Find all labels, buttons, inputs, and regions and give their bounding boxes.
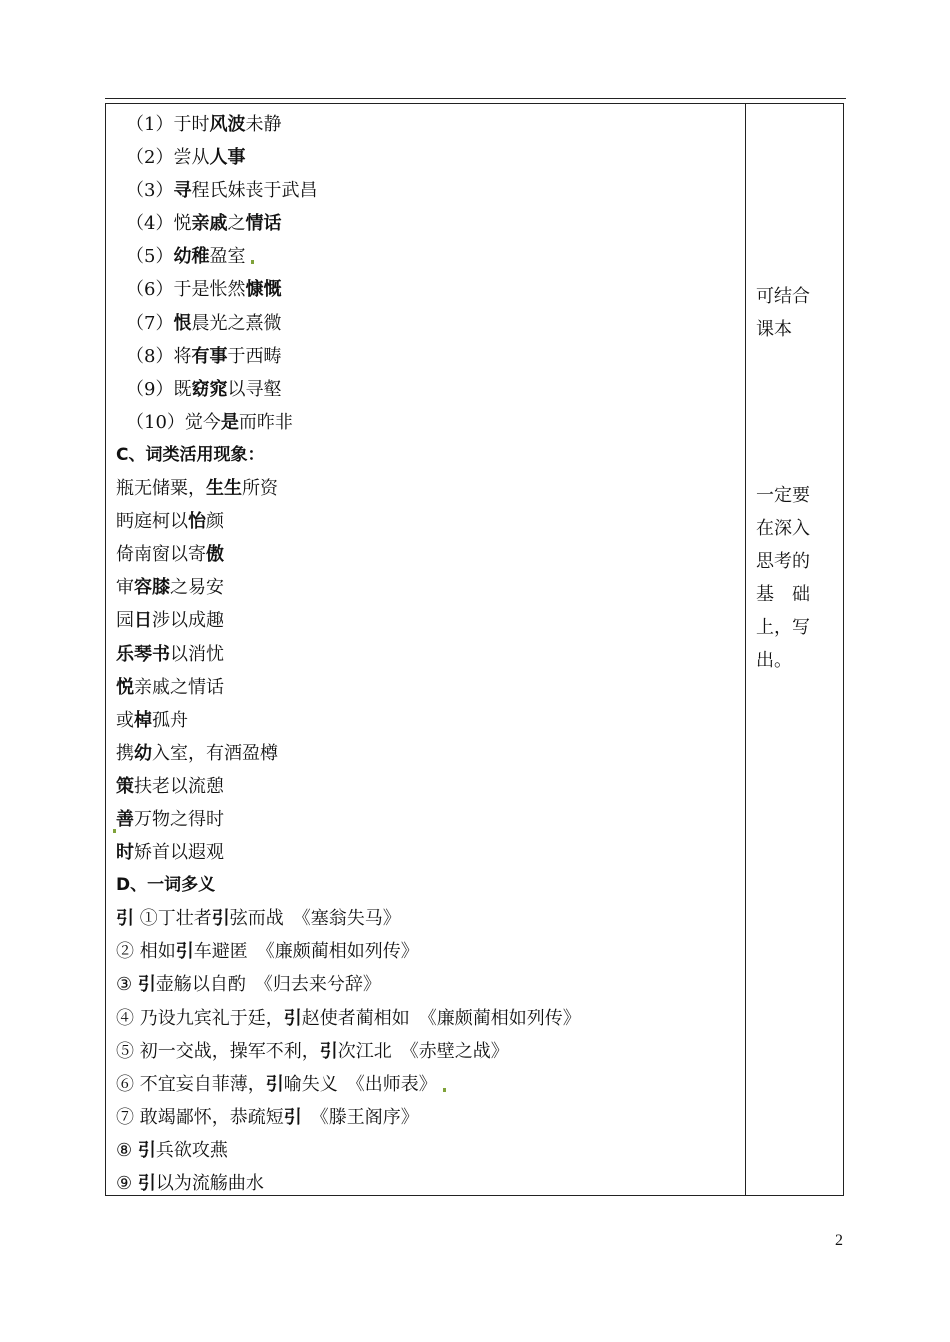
edit-mark <box>251 260 254 264</box>
text-segment: 涉以成趣 <box>152 610 224 632</box>
section-d-list <box>116 902 736 1200</box>
key-word: 引 <box>265 1073 284 1095</box>
section-c-item <box>116 737 736 770</box>
side-note-1-line: 可结合 <box>756 286 810 307</box>
key-word: 引 <box>211 908 230 930</box>
key-word: 引 <box>116 908 134 930</box>
section-c-item <box>116 704 736 737</box>
text-segment: 将 <box>173 345 192 367</box>
key-word: 怡 <box>188 511 206 533</box>
section-c-heading: C、词类活用现象： <box>116 444 265 465</box>
section-d-item <box>116 1035 736 1068</box>
side-note-2-line: 基 础 <box>756 584 810 605</box>
text-segment: 次江北 《赤壁之战》 <box>337 1040 509 1062</box>
text-segment: 未静 <box>245 114 282 135</box>
text-segment: 入室，有酒盈樽 <box>152 742 278 764</box>
section-c-item <box>116 604 736 637</box>
text-segment: ② 相如 <box>116 941 176 963</box>
key-word: 幼稚 <box>173 246 210 268</box>
key-word: 生生 <box>206 478 242 500</box>
text-segment: 亲戚之情话 <box>134 676 224 698</box>
text-segment: 弦而战 《塞翁失马》 <box>229 908 401 930</box>
text-segment: 于时 <box>173 114 210 135</box>
section-b-item <box>116 108 736 141</box>
section-b-item <box>116 406 736 439</box>
key-word: 傲 <box>206 544 224 566</box>
side-note-1 <box>756 280 836 346</box>
section-c-item <box>116 803 736 836</box>
section-b-item <box>116 174 736 207</box>
item-number: （7） <box>126 312 174 334</box>
section-d-item <box>116 902 736 935</box>
side-note-2 <box>756 479 836 677</box>
section-c-item <box>116 770 736 803</box>
text-segment: 或 <box>116 709 134 731</box>
item-number: （9） <box>126 378 174 400</box>
text-segment: 悦 <box>173 213 192 235</box>
text-segment: ③ <box>116 974 138 996</box>
side-note-2-line: 思考的 <box>756 551 810 572</box>
text-segment: 携 <box>116 742 134 764</box>
text-segment: ⑤ 初一交战，操军不利， <box>116 1040 320 1062</box>
side-note-2-line: 在深入 <box>756 518 810 539</box>
key-word: 有事 <box>191 345 228 367</box>
text-segment: ⑦ 敢竭鄙怀，恭疏短 <box>116 1106 284 1128</box>
edit-mark <box>443 1088 446 1092</box>
item-number: （3） <box>126 180 174 202</box>
section-c-item <box>116 505 736 538</box>
key-word: 引 <box>283 1106 302 1128</box>
section-d-item <box>116 968 736 1001</box>
key-word: 风波 <box>209 114 246 135</box>
key-word: 引 <box>137 1139 156 1161</box>
key-word: 引 <box>137 974 156 996</box>
text-segment: 壶觞以自酌 《归去来兮辞》 <box>155 974 381 996</box>
text-segment: 喻失义 《出师表》 <box>283 1073 437 1095</box>
text-segment: 赵使者蔺相如 《廉颇蔺相如列传》 <box>301 1007 581 1029</box>
section-b-item <box>116 141 736 174</box>
section-b-item <box>116 207 736 240</box>
key-word: 窈窕 <box>191 378 228 400</box>
section-b-item <box>116 240 736 273</box>
side-note-2-line: 上，写 <box>756 617 810 638</box>
key-word: 乐琴书 <box>116 643 170 665</box>
text-segment: 于西畴 <box>227 345 282 367</box>
item-number: （4） <box>126 213 174 235</box>
item-number: （5） <box>126 246 174 268</box>
key-word: 棹 <box>134 709 152 731</box>
key-word: 悦 <box>116 676 134 698</box>
text-segment: 万物之得时 <box>134 808 224 830</box>
key-word: 时 <box>116 842 134 864</box>
item-number: （10） <box>126 411 185 433</box>
text-segment: 尝从 <box>173 147 210 169</box>
section-c-item <box>116 671 736 704</box>
key-word: 亲戚 <box>191 213 228 235</box>
key-word: 容膝 <box>134 577 170 599</box>
section-b-item <box>116 340 736 373</box>
text-segment: 园 <box>116 610 134 632</box>
text-segment: 矫首以遐观 <box>134 842 224 864</box>
item-number: （8） <box>126 345 174 367</box>
content-table <box>105 103 844 1196</box>
section-c-item <box>116 638 736 671</box>
text-segment: 程氏妹丧于武昌 <box>191 180 318 202</box>
text-segment: ④ 乃设九宾礼于廷， <box>116 1007 284 1029</box>
key-word: 情话 <box>245 213 282 235</box>
text-segment: 以为流觞曲水 <box>155 1173 264 1194</box>
key-word: 恨 <box>173 312 192 334</box>
key-word: 人事 <box>209 147 246 169</box>
text-segment: ⑥ 不宜妄自菲薄， <box>116 1073 266 1095</box>
section-d-item <box>116 935 736 968</box>
main-column <box>116 108 736 1200</box>
section-c-item <box>116 538 736 571</box>
text-segment: ①丁壮者 <box>134 908 212 930</box>
key-word: 引 <box>283 1007 302 1029</box>
section-d-item <box>116 1068 736 1101</box>
section-d-item <box>116 1002 736 1035</box>
text-segment: 倚南窗以寄 <box>116 544 206 566</box>
section-c-item <box>116 836 736 869</box>
section-b-item <box>116 273 736 306</box>
section-c-item <box>116 472 736 505</box>
section-d-item <box>116 1101 736 1134</box>
key-word: 幼 <box>134 742 152 764</box>
page-number: 2 <box>835 1232 843 1249</box>
column-divider <box>745 104 746 1195</box>
text-segment: 孤舟 <box>152 709 188 731</box>
item-number: （1） <box>126 114 174 135</box>
text-segment: 于是怅然 <box>173 279 246 301</box>
text-segment: 《滕王阁序》 <box>301 1106 419 1128</box>
text-segment: 瓶无储粟， <box>116 478 206 500</box>
text-segment: 晨光之熹微 <box>191 312 282 334</box>
section-c-item <box>116 571 736 604</box>
text-segment: 以消忧 <box>170 643 224 665</box>
text-segment: 以寻壑 <box>227 378 282 400</box>
key-word: 善 <box>116 808 134 830</box>
section-d-item <box>116 1167 736 1200</box>
text-segment: 觉今 <box>184 411 221 433</box>
text-segment: 盈室 <box>209 246 246 268</box>
key-word: 引 <box>175 941 194 963</box>
key-word: 寻 <box>173 180 192 202</box>
text-segment: 之易安 <box>170 577 224 599</box>
text-segment: 车避匿 《廉颇蔺相如列传》 <box>193 941 419 963</box>
top-rule <box>105 98 846 99</box>
item-number: （6） <box>126 279 174 301</box>
text-segment: 颜 <box>206 511 224 533</box>
text-segment: 兵欲攻燕 <box>155 1139 228 1161</box>
side-note-2-line: 一定要 <box>756 485 810 506</box>
side-note-1-line: 课本 <box>756 319 792 340</box>
text-segment: ⑧ <box>116 1139 138 1161</box>
key-word: 是 <box>220 411 239 433</box>
section-b-list <box>116 108 736 439</box>
text-segment: 既 <box>173 378 192 400</box>
section-c-list <box>116 472 736 869</box>
item-number: （2） <box>126 147 174 169</box>
side-note-2-line: 出。 <box>756 650 792 671</box>
text-segment: 所资 <box>242 478 278 500</box>
section-b-item <box>116 373 736 406</box>
text-segment: ⑨ <box>116 1173 138 1194</box>
key-word: 引 <box>319 1040 338 1062</box>
section-d-item <box>116 1134 736 1167</box>
key-word: 策 <box>116 775 134 797</box>
key-word: 引 <box>137 1173 156 1194</box>
text-segment: 审 <box>116 577 134 599</box>
text-segment: 眄庭柯以 <box>116 511 188 533</box>
section-d-heading: D、一词多义 <box>116 875 216 896</box>
text-segment: 而昨非 <box>238 411 293 433</box>
key-word: 慷慨 <box>245 279 282 301</box>
section-b-item <box>116 307 736 340</box>
text-segment: 之 <box>227 213 246 235</box>
text-segment: 扶老以流憩 <box>134 775 224 797</box>
key-word: 日 <box>134 610 152 632</box>
